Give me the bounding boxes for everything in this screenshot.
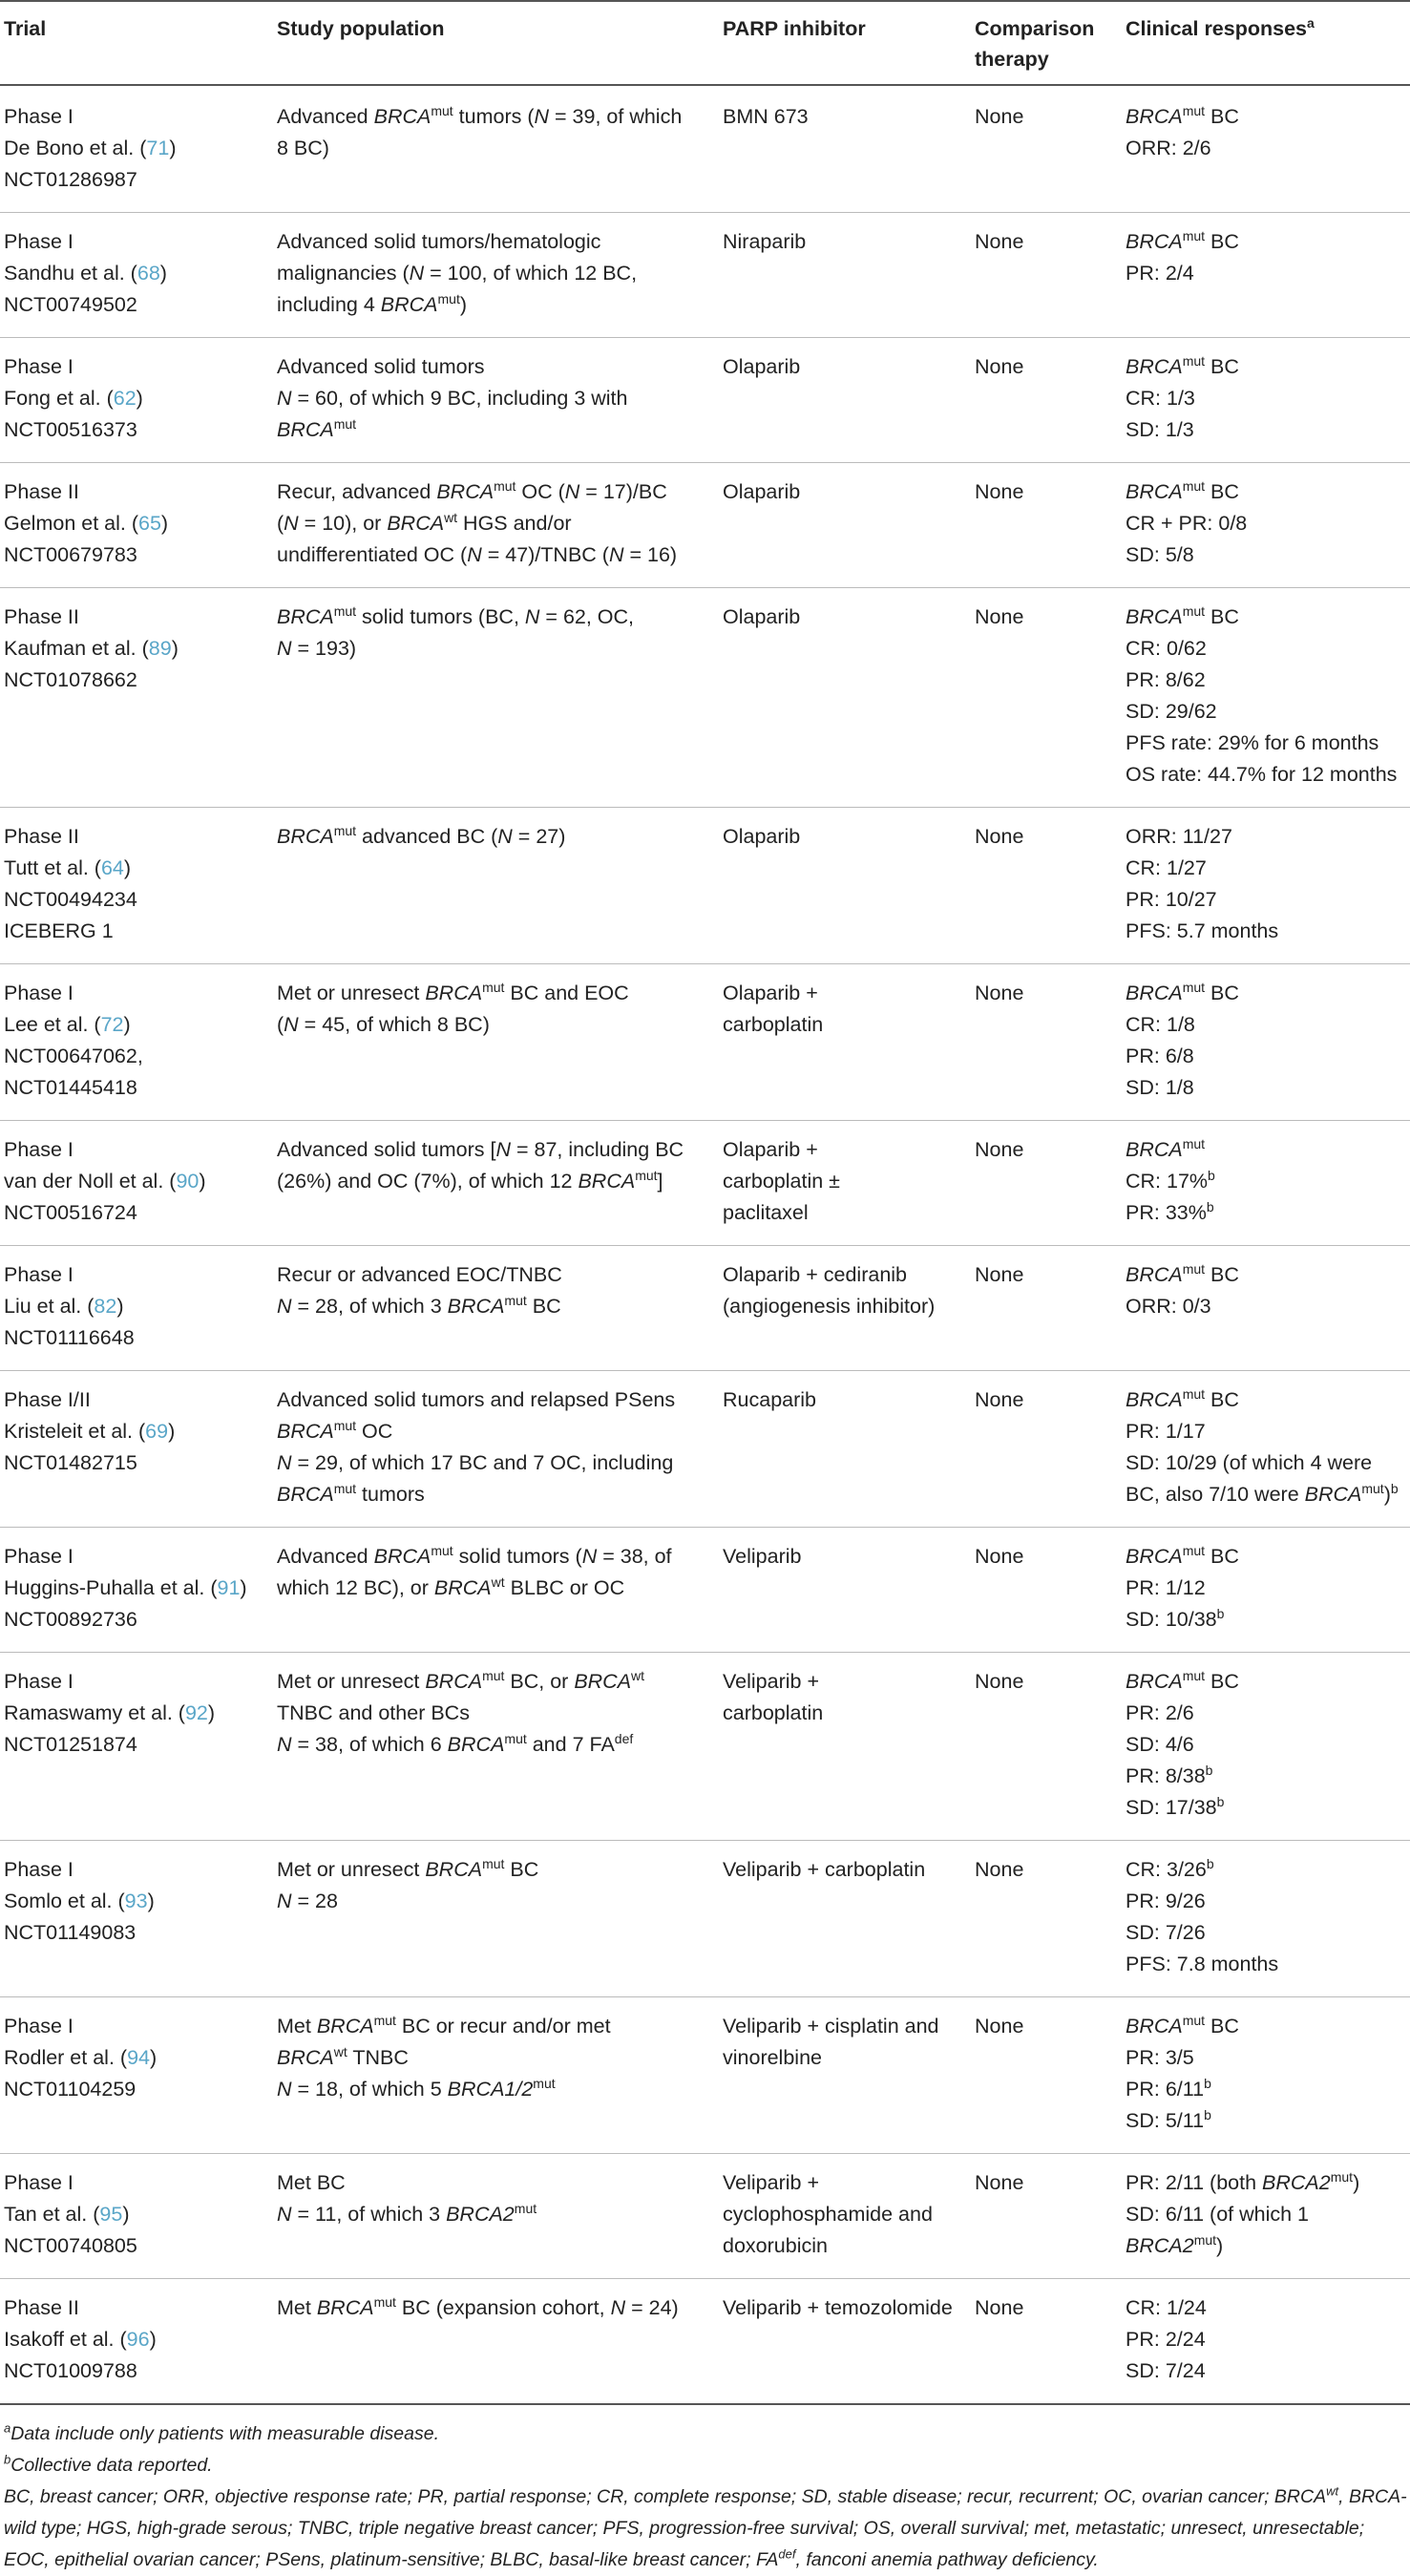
- comparison-therapy-cell-line: None: [975, 2015, 1024, 2038]
- study-population-cell-line: Advanced $BRCA^{mut}$ solid tumors (N = 38, of: [277, 1542, 672, 1568]
- parp-inhibitor-cell: [719, 1528, 971, 1653]
- footnote: $^b$Collective data reported.: [4, 2452, 213, 2476]
- comparison-therapy-cell: [971, 588, 1122, 808]
- study-population-cell-line: Advanced solid tumors/hematologic: [277, 230, 601, 253]
- clinical-responses-cell-line: $BRCA^{mut}$ BC: [1126, 1667, 1239, 1693]
- trial-cell-line: Phase I: [4, 2015, 74, 2038]
- comparison-therapy-cell-line: None: [975, 230, 1024, 253]
- clinical-responses-cell-line: $BRCA2^{mut}$): [1126, 2231, 1224, 2257]
- study-population-cell-line: $BRCA^{mut}$ OC: [277, 1417, 393, 1443]
- study-population-cell-line: N = 28, of which 3 $BRCA^{mut}$ BC: [277, 1292, 561, 1318]
- comparison-therapy-cell: [971, 1653, 1122, 1841]
- trial-cell-line: Kaufman et al. (89): [4, 637, 179, 660]
- trial-cell-line: Phase II: [4, 825, 79, 848]
- study-population-cell: [273, 1371, 719, 1528]
- table-row: [0, 964, 1410, 1121]
- clinical-responses-cell-line: $BRCA^{mut}$ BC: [1126, 477, 1239, 503]
- trial-cell-line: NCT00494234: [4, 888, 137, 911]
- clinical-responses-cell: [1122, 2279, 1410, 2405]
- header-parp-inhibitor: PARP inhibitor: [719, 1, 971, 85]
- trial-cell-line: NCT01009788: [4, 2359, 137, 2382]
- trial-cell-line: Phase II: [4, 480, 79, 503]
- clinical-responses-cell-line: $BRCA^{mut}$ BC: [1126, 1385, 1239, 1411]
- trial-cell-line: Phase I: [4, 355, 74, 378]
- comparison-therapy-cell: [971, 808, 1122, 964]
- trial-cell: [0, 1653, 273, 1841]
- clinical-responses-cell: [1122, 1841, 1410, 1997]
- trial-cell-line: Fong et al. (62): [4, 387, 143, 410]
- comparison-therapy-cell: [971, 1528, 1122, 1653]
- clinical-responses-cell-line: ORR: 0/3: [1126, 1295, 1211, 1318]
- trial-cell-line: Gelmon et al. (65): [4, 512, 169, 535]
- clinical-responses-cell: [1122, 463, 1410, 588]
- abbreviations-line: wild type; HGS, high-grade serous; TNBC, triple negative breast cancer; PFS, progression-free survival; OS, overall survival; met, metastatic; unresect, unresectable;: [4, 2518, 1365, 2539]
- parp-inhibitor-cell: [719, 338, 971, 463]
- parp-inhibitor-cell-line: Olaparib: [723, 355, 801, 378]
- comparison-therapy-cell: [971, 1841, 1122, 1997]
- clinical-responses-cell-line: OS rate: 44.7% for 12 months: [1126, 763, 1398, 786]
- comparison-therapy-cell-line: None: [975, 1545, 1024, 1568]
- parp-inhibitor-cell: [719, 463, 971, 588]
- trial-cell: [0, 588, 273, 808]
- clinical-responses-cell-line: PR: 1/12: [1126, 1576, 1206, 1599]
- trial-cell: [0, 1528, 273, 1653]
- comparison-therapy-cell-line: None: [975, 982, 1024, 1004]
- clinical-responses-cell-line: SD: 6/11 (of which 1: [1126, 2203, 1309, 2226]
- study-population-cell: [273, 2279, 719, 2405]
- clinical-responses-cell-line: PR: 8/62: [1126, 668, 1206, 691]
- comparison-therapy-cell-line: None: [975, 105, 1024, 128]
- clinical-responses-cell: [1122, 338, 1410, 463]
- study-population-cell-line: 8 BC): [277, 137, 329, 159]
- comparison-therapy-cell: [971, 213, 1122, 338]
- comparison-therapy-cell: [971, 2154, 1122, 2279]
- clinical-responses-cell-line: CR: 1/27: [1126, 856, 1207, 879]
- study-population-cell-line: Met or unresect $BRCA^{mut}$ BC, or $BRCA^{wt}$: [277, 1667, 645, 1693]
- trial-cell-line: Ramaswamy et al. (92): [4, 1701, 216, 1724]
- clinical-responses-cell-line: $BRCA^{mut}$ BC: [1126, 2012, 1239, 2038]
- clinical-responses-cell-line: PR: 6/11$^b$: [1126, 2075, 1211, 2101]
- study-population-cell-line: undifferentiated OC (N = 47)/TNBC (N = 16): [277, 543, 678, 566]
- trial-cell-line: De Bono et al. (71): [4, 137, 177, 159]
- parp-inhibitor-cell: [719, 1997, 971, 2154]
- clinical-responses-cell-line: SD: 29/62: [1126, 700, 1217, 723]
- trial-cell-line: Phase I/II: [4, 1388, 91, 1411]
- trial-cell-line: Phase I: [4, 982, 74, 1004]
- clinical-responses-cell-line: PR: 2/4: [1126, 262, 1194, 285]
- table-body: [0, 85, 1410, 2404]
- study-population-cell-line: $BRCA^{mut}$ tumors: [277, 1480, 425, 1506]
- trial-cell-line: Somlo et al. (93): [4, 1890, 155, 1912]
- clinical-responses-cell-line: BC, also 7/10 were $BRCA^{mut})^b$: [1126, 1480, 1399, 1506]
- comparison-therapy-cell: [971, 2279, 1122, 2405]
- study-population-cell-line: Met BC: [277, 2171, 346, 2194]
- trial-cell-line: Sandhu et al. (68): [4, 262, 167, 285]
- clinical-responses-cell-line: $BRCA^{mut}$ BC: [1126, 227, 1239, 253]
- parp-inhibitor-cell: [719, 808, 971, 964]
- clinical-responses-cell-line: $BRCA^{mut}$ BC: [1126, 102, 1239, 128]
- trial-cell: [0, 1997, 273, 2154]
- trial-cell: [0, 808, 273, 964]
- abbreviations-line: EOC, epithelial ovarian cancer; PSens, platinum-sensitive; BLBC, basal-like breast cancer; $FA^{def}$, fanconi anemia pathway deficiency.: [4, 2546, 1099, 2570]
- trial-cell-line: Phase I: [4, 230, 74, 253]
- table-row: [0, 463, 1410, 588]
- header-footnote-marker: a: [1307, 14, 1315, 31]
- clinical-responses-cell-line: SD: 1/3: [1126, 418, 1194, 441]
- trial-cell-line: NCT01149083: [4, 1921, 137, 1944]
- comparison-therapy-cell-line: None: [975, 2296, 1024, 2319]
- study-population-cell: [273, 1246, 719, 1371]
- clinical-responses-cell-line: $BRCA^{mut}$ BC: [1126, 1260, 1239, 1286]
- parp-inhibitor-cell-line: Veliparib + cisplatin and: [723, 2015, 939, 2038]
- parp-inhibitor-cell: [719, 85, 971, 213]
- comparison-therapy-cell: [971, 1997, 1122, 2154]
- trial-cell-line: NCT00749502: [4, 293, 137, 316]
- trial-cell-line: Rodler et al. (94): [4, 2046, 158, 2069]
- study-population-cell: [273, 1997, 719, 2154]
- trial-cell: [0, 964, 273, 1121]
- table-row: [0, 1121, 1410, 1246]
- trial-cell-line: Phase I: [4, 1263, 74, 1286]
- trial-cell-line: NCT01445418: [4, 1076, 137, 1099]
- trial-cell-line: NCT01078662: [4, 668, 137, 691]
- clinical-responses-cell-line: PR: 33%$^b$: [1126, 1198, 1214, 1224]
- clinical-responses-cell-line: PR: 2/6: [1126, 1701, 1194, 1724]
- trial-cell-line: NCT00892736: [4, 1608, 137, 1631]
- parp-inhibitor-cell-line: carboplatin: [723, 1701, 824, 1724]
- clinical-responses-cell: [1122, 1997, 1410, 2154]
- trial-cell-line: NCT00647062,: [4, 1045, 143, 1067]
- clinical-responses-cell-line: ORR: 11/27: [1126, 825, 1232, 848]
- table-row: [0, 1528, 1410, 1653]
- comparison-therapy-cell-line: None: [975, 605, 1024, 628]
- parp-inhibitor-cell-line: Olaparib: [723, 605, 801, 628]
- comparison-therapy-cell-line: None: [975, 1138, 1024, 1161]
- study-population-cell-line: Advanced solid tumors [N = 87, including BC: [277, 1138, 684, 1161]
- header-comparison-therapy: Comparison therapy: [971, 1, 1122, 85]
- trial-cell-line: NCT00516724: [4, 1201, 137, 1224]
- clinical-responses-cell: [1122, 964, 1410, 1121]
- clinical-responses-cell: [1122, 2154, 1410, 2279]
- trial-cell: [0, 338, 273, 463]
- comparison-therapy-cell: [971, 463, 1122, 588]
- trial-cell: [0, 2154, 273, 2279]
- clinical-responses-cell: [1122, 1528, 1410, 1653]
- comparison-therapy-cell: [971, 85, 1122, 213]
- study-population-cell-line: Met or unresect $BRCA^{mut}$ BC: [277, 1855, 539, 1881]
- clinical-responses-cell-line: SD: 17/38$^b$: [1126, 1793, 1225, 1819]
- trial-cell: [0, 213, 273, 338]
- parp-inhibitor-cell-line: Olaparib: [723, 480, 801, 503]
- clinical-responses-cell-line: PR: 2/24: [1126, 2328, 1206, 2351]
- table-row: [0, 85, 1410, 213]
- comparison-therapy-cell-line: None: [975, 1670, 1024, 1693]
- comparison-therapy-cell: [971, 338, 1122, 463]
- study-population-cell-line: N = 193): [277, 637, 357, 660]
- footnote: $^a$Data include only patients with measurable disease.: [4, 2420, 439, 2444]
- parp-inhibitor-cell: [719, 1841, 971, 1997]
- clinical-responses-cell-line: CR: 1/8: [1126, 1013, 1195, 1036]
- parp-inhibitor-cell-line: doxorubicin: [723, 2234, 828, 2257]
- clinical-responses-cell-line: SD: 5/8: [1126, 543, 1194, 566]
- parp-inhibitor-cell: [719, 1653, 971, 1841]
- clinical-responses-cell-line: PR: 3/5: [1126, 2046, 1194, 2069]
- trial-cell-line: Huggins-Puhalla et al. (91): [4, 1576, 247, 1599]
- comparison-therapy-cell: [971, 1371, 1122, 1528]
- clinical-responses-cell-line: PFS: 5.7 months: [1126, 919, 1279, 942]
- parp-inhibitor-cell: [719, 2154, 971, 2279]
- clinical-responses-cell-line: CR: 0/62: [1126, 637, 1207, 660]
- parp-inhibitor-cell: [719, 588, 971, 808]
- clinical-responses-cell: [1122, 1653, 1410, 1841]
- study-population-cell: [273, 1121, 719, 1246]
- clinical-responses-cell: [1122, 808, 1410, 964]
- table-footnotes: [0, 2405, 1410, 2576]
- trial-cell-line: Tan et al. (95): [4, 2203, 130, 2226]
- study-population-cell-line: $BRCA^{mut}$: [277, 415, 357, 441]
- study-population-cell-line: Met or unresect $BRCA^{mut}$ BC and EOC: [277, 979, 629, 1004]
- parp-inhibitor-cell: [719, 1371, 971, 1528]
- study-population-cell-line: Met $BRCA^{mut}$ BC or recur and/or met: [277, 2012, 611, 2038]
- trial-cell-line: Isakoff et al. (96): [4, 2328, 157, 2351]
- clinical-responses-cell-line: PFS rate: 29% for 6 months: [1126, 731, 1379, 754]
- study-population-cell-line: Advanced solid tumors: [277, 355, 485, 378]
- trial-cell-line: NCT01251874: [4, 1733, 137, 1756]
- clinical-responses-cell-line: CR: 17%$^b$: [1126, 1167, 1215, 1193]
- study-population-cell: [273, 808, 719, 964]
- trial-cell: [0, 1246, 273, 1371]
- trial-cell-line: Phase I: [4, 1858, 74, 1881]
- study-population-cell: [273, 213, 719, 338]
- trial-cell-line: Liu et al. (82): [4, 1295, 124, 1318]
- clinical-responses-cell-line: SD: 5/11$^b$: [1126, 2106, 1211, 2132]
- parp-inhibitor-cell-line: Veliparib: [723, 1545, 802, 1568]
- parp-inhibitor-cell: [719, 1121, 971, 1246]
- study-population-cell-line: $BRCA^{mut}$ solid tumors (BC, N = 62, OC,: [277, 602, 635, 628]
- parp-inhibitor-cell-line: Olaparib +: [723, 1138, 818, 1161]
- table-row: [0, 1653, 1410, 1841]
- clinical-responses-cell-line: $BRCA^{mut}$ BC: [1126, 1542, 1239, 1568]
- trial-cell-line: Phase I: [4, 105, 74, 128]
- clinical-responses-cell: [1122, 1121, 1410, 1246]
- clinical-responses-cell-line: $BRCA^{mut}$ BC: [1126, 979, 1239, 1004]
- comparison-therapy-cell-line: None: [975, 2171, 1024, 2194]
- study-population-cell-line: (26%) and OC (7%), of which 12 $BRCA^{mut}$]: [277, 1167, 663, 1193]
- comparison-therapy-cell-line: None: [975, 1858, 1024, 1881]
- comparison-therapy-cell-line: None: [975, 1263, 1024, 1286]
- parp-inhibitor-cell-line: Veliparib + temozolomide: [723, 2296, 953, 2319]
- trial-cell-line: NCT00740805: [4, 2234, 137, 2257]
- study-population-cell: [273, 85, 719, 213]
- parp-inhibitor-cell-line: vinorelbine: [723, 2046, 822, 2069]
- parp-inhibitor-cell-line: Niraparib: [723, 230, 807, 253]
- clinical-responses-cell-line: CR: 3/26$^b$: [1126, 1855, 1214, 1881]
- clinical-responses-cell-line: PR: 2/11 (both $BRCA2^{mut}$): [1126, 2168, 1360, 2194]
- parp-inhibitor-cell-line: Veliparib + carboplatin: [723, 1858, 926, 1881]
- parp-inhibitor-cell: [719, 2279, 971, 2405]
- header-clinical-responses: Clinical responses$^a$: [1122, 1, 1410, 85]
- clinical-responses-cell-line: SD: 10/38$^b$: [1126, 1605, 1225, 1631]
- study-population-cell-line: $BRCA^{wt}$ TNBC: [277, 2043, 409, 2069]
- study-population-cell: [273, 338, 719, 463]
- clinical-responses-cell-line: SD: 4/6: [1126, 1733, 1194, 1756]
- table-row: [0, 588, 1410, 808]
- comparison-therapy-cell-line: None: [975, 480, 1024, 503]
- header-trial: Trial: [0, 1, 273, 85]
- clinical-responses-cell: [1122, 588, 1410, 808]
- study-population-cell-line: N = 60, of which 9 BC, including 3 with: [277, 387, 628, 410]
- clinical-responses-cell-line: CR: 1/3: [1126, 387, 1195, 410]
- table-row: [0, 808, 1410, 964]
- study-population-cell-line: (N = 45, of which 8 BC): [277, 1013, 490, 1036]
- trial-cell-line: NCT01116648: [4, 1326, 135, 1349]
- study-population-cell-line: Advanced solid tumors and relapsed PSens: [277, 1388, 676, 1411]
- trial-cell-line: Tutt et al. (64): [4, 856, 132, 879]
- clinical-responses-cell-line: SD: 7/24: [1126, 2359, 1206, 2382]
- parp-inhibitor-cell-line: Veliparib +: [723, 2171, 820, 2194]
- trial-cell-line: Lee et al. (72): [4, 1013, 131, 1036]
- trial-cell: [0, 85, 273, 213]
- study-population-cell-line: Recur or advanced EOC/TNBC: [277, 1263, 562, 1286]
- study-population-cell: [273, 2154, 719, 2279]
- clinical-responses-cell-line: SD: 1/8: [1126, 1076, 1194, 1099]
- study-population-cell: [273, 1841, 719, 1997]
- trial-cell-line: van der Noll et al. (90): [4, 1170, 206, 1193]
- study-population-cell: [273, 463, 719, 588]
- table-row: [0, 1997, 1410, 2154]
- clinical-responses-cell-line: PR: 1/17: [1126, 1420, 1206, 1443]
- clinical-responses-cell: [1122, 213, 1410, 338]
- comparison-therapy-cell: [971, 1121, 1122, 1246]
- trial-cell: [0, 1121, 273, 1246]
- table-row: [0, 338, 1410, 463]
- clinical-responses-cell-line: PFS: 7.8 months: [1126, 1953, 1279, 1975]
- parp-inhibitor-cell-line: carboplatin ±: [723, 1170, 840, 1193]
- parp-inhibitor-cell-line: (angiogenesis inhibitor): [723, 1295, 936, 1318]
- clinical-responses-cell-line: PR: 8/38$^b$: [1126, 1762, 1213, 1787]
- abbreviations-line: BC, breast cancer; ORR, objective response rate; PR, partial response; CR, complete response; SD, stable disease; recur, recurrent; OC, ovarian cancer; $BRCA^{wt}$, BRCA-: [4, 2483, 1407, 2507]
- study-population-cell-line: N = 29, of which 17 BC and 7 OC, including: [277, 1451, 674, 1474]
- study-population-cell: [273, 1528, 719, 1653]
- clinical-responses-cell-line: ORR: 2/6: [1126, 137, 1211, 159]
- clinical-responses-cell-line: PR: 9/26: [1126, 1890, 1206, 1912]
- study-population-cell-line: TNBC and other BCs: [277, 1701, 470, 1724]
- clinical-responses-cell-line: PR: 10/27: [1126, 888, 1217, 911]
- clinical-responses-cell-line: SD: 10/29 (of which 4 were: [1126, 1451, 1373, 1474]
- study-population-cell-line: malignancies (N = 100, of which 12 BC,: [277, 262, 638, 285]
- parp-inhibitor-cell-line: Olaparib: [723, 825, 801, 848]
- study-population-cell-line: $BRCA^{mut}$ advanced BC (N = 27): [277, 822, 566, 848]
- parp-inhibitor-cell-line: Olaparib +: [723, 982, 818, 1004]
- clinical-responses-cell-line: $BRCA^{mut}$: [1126, 1135, 1206, 1161]
- parp-inhibitor-cell-line: BMN 673: [723, 105, 809, 128]
- clinical-responses-cell-line: SD: 7/26: [1126, 1921, 1206, 1944]
- parp-inhibitor-cell-line: Olaparib + cediranib: [723, 1263, 908, 1286]
- header-study-population: Study population: [273, 1, 719, 85]
- study-population-cell-line: N = 18, of which 5 $BRCA1/2^{mut}$: [277, 2075, 556, 2101]
- study-population-cell-line: N = 38, of which 6 $BRCA^{mut}$ and 7 $FA^{def}$: [277, 1730, 634, 1756]
- table-row: [0, 1371, 1410, 1528]
- trial-cell-line: NCT01104259: [4, 2078, 137, 2101]
- clinical-responses-cell: [1122, 1371, 1410, 1528]
- study-population-cell-line: N = 11, of which 3 $BRCA2^{mut}$: [277, 2200, 537, 2226]
- trial-cell-line: Phase I: [4, 1670, 74, 1693]
- parp-inhibitor-cell-line: carboplatin: [723, 1013, 824, 1036]
- parp-inhibitor-cell-line: Veliparib +: [723, 1670, 820, 1693]
- trial-cell-line: NCT01286987: [4, 168, 137, 191]
- trial-cell: [0, 463, 273, 588]
- trial-cell-line: Phase I: [4, 2171, 74, 2194]
- table-row: [0, 2279, 1410, 2405]
- trial-cell-line: Phase II: [4, 605, 79, 628]
- study-population-cell-line: Met $BRCA^{mut}$ BC (expansion cohort, N = 24): [277, 2293, 679, 2319]
- table-row: [0, 1841, 1410, 1997]
- study-population-cell: [273, 1653, 719, 1841]
- parp-inhibitor-cell: [719, 964, 971, 1121]
- table-header-row: [0, 1, 1410, 85]
- study-population-cell-line: N = 28: [277, 1890, 338, 1912]
- parp-inhibitor-cell-line: cyclophosphamide and: [723, 2203, 933, 2226]
- study-population-cell-line: which 12 BC), or $BRCA^{wt}$ BLBC or OC: [277, 1573, 625, 1599]
- clinical-responses-cell: [1122, 85, 1410, 213]
- study-population-cell-line: Recur, advanced $BRCA^{mut}$ OC (N = 17)/BC: [277, 477, 667, 503]
- parp-inhibitor-cell-line: paclitaxel: [723, 1201, 809, 1224]
- parp-inhibitor-cell-line: Rucaparib: [723, 1388, 816, 1411]
- study-population-cell-line: including 4 $BRCA^{mut}$): [277, 290, 468, 316]
- study-population-cell: [273, 964, 719, 1121]
- clinical-responses-cell: [1122, 1246, 1410, 1371]
- trial-cell-line: NCT01482715: [4, 1451, 137, 1474]
- clinical-responses-cell-line: CR + PR: 0/8: [1126, 512, 1248, 535]
- trial-cell: [0, 2279, 273, 2405]
- study-population-cell-line: (N = 10), or $BRCA^{wt}$ HGS and/or: [277, 509, 572, 535]
- table-row: [0, 2154, 1410, 2279]
- comparison-therapy-cell-line: None: [975, 355, 1024, 378]
- comparison-therapy-cell-line: None: [975, 825, 1024, 848]
- trial-cell-line: Phase II: [4, 2296, 79, 2319]
- clinical-responses-cell-line: CR: 1/24: [1126, 2296, 1207, 2319]
- table-row: [0, 213, 1410, 338]
- comparison-therapy-cell: [971, 1246, 1122, 1371]
- study-population-cell: [273, 588, 719, 808]
- clinical-responses-cell-line: $BRCA^{mut}$ BC: [1126, 602, 1239, 628]
- study-population-cell-line: Advanced $BRCA^{mut}$ tumors (N = 39, of which: [277, 102, 683, 128]
- trial-cell-line: Phase I: [4, 1138, 74, 1161]
- comparison-therapy-cell-line: None: [975, 1388, 1024, 1411]
- comparison-therapy-cell: [971, 964, 1122, 1121]
- trial-cell: [0, 1371, 273, 1528]
- trial-cell-line: ICEBERG 1: [4, 919, 114, 942]
- parp-inhibitor-cell: [719, 213, 971, 338]
- trial-cell-line: Kristeleit et al. (69): [4, 1420, 176, 1443]
- parp-inhibitor-cell: [719, 1246, 971, 1371]
- clinical-responses-cell-line: PR: 6/8: [1126, 1045, 1194, 1067]
- trial-cell: [0, 1841, 273, 1997]
- trial-cell-line: NCT00679783: [4, 543, 137, 566]
- clinical-responses-cell-line: $BRCA^{mut}$ BC: [1126, 352, 1239, 378]
- trial-cell-line: Phase I: [4, 1545, 74, 1568]
- table-row: [0, 1246, 1410, 1371]
- trial-cell-line: NCT00516373: [4, 418, 137, 441]
